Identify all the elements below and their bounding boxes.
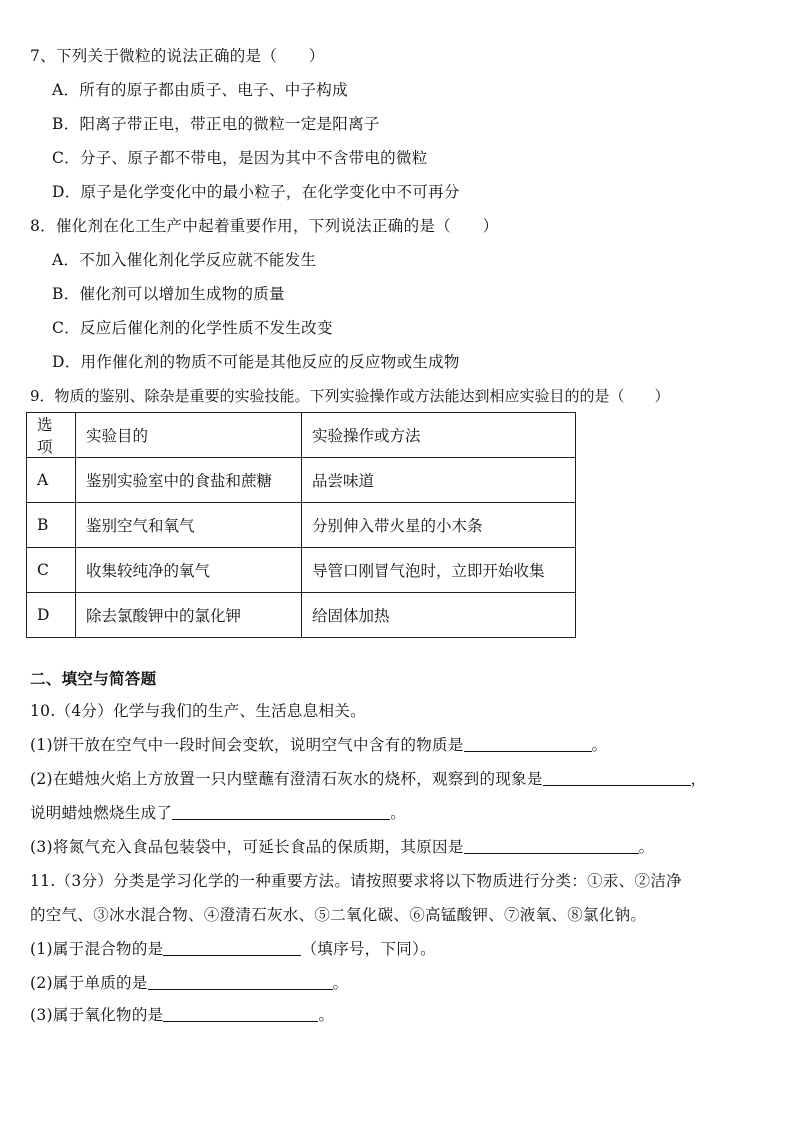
question-11-stem-line-1: 11.（3分）分类是学习化学的一种重要方法。请按照要求将以下物质进行分类：①汞、②洁净 xyxy=(30,872,682,890)
punctuation: 。 xyxy=(638,838,655,856)
question-10-part-2-text: (2)在蜡烛火焰上方放置一只内壁蘸有澄清石灰水的烧杯，观察到的现象是 xyxy=(30,770,543,788)
table-cell-option: C xyxy=(27,548,76,593)
question-11-part-3-text: (3)属于氧化物的是 xyxy=(30,1006,164,1024)
table-cell-method: 品尝味道 xyxy=(302,458,576,503)
question-8-stem: 8．催化剂在化工生产中起着重要作用，下列说法正确的是（ ） xyxy=(30,217,499,235)
question-8-option-d: D．用作催化剂的物质不可能是其他反应的反应物或生成物 xyxy=(52,353,460,371)
question-8-option-c: C．反应后催化剂的化学性质不发生改变 xyxy=(52,319,333,337)
table-row xyxy=(27,593,576,638)
question-8-option-a: A．不加入催化剂化学反应就不能发生 xyxy=(52,251,317,269)
table-cell-option: A xyxy=(27,458,76,503)
question-10-part-2 xyxy=(30,767,706,789)
section-2-title: 二、填空与简答题 xyxy=(30,669,157,688)
question-7-option-d: D．原子是化学变化中的最小粒子，在化学变化中不可再分 xyxy=(52,183,460,201)
table-row xyxy=(27,458,576,503)
question-11-part-1 xyxy=(30,937,436,959)
question-7-option-a: A．所有的原子都由质子、电子、中子构成 xyxy=(52,81,348,99)
question-11-part-3 xyxy=(30,1003,334,1025)
punctuation: 。 xyxy=(591,736,608,754)
question-10-part-3 xyxy=(30,835,654,857)
table-cell-method: 分别伸入带火星的小木条 xyxy=(302,503,576,548)
table-cell-option: B xyxy=(27,503,76,548)
table-cell-method: 给固体加热 xyxy=(302,593,576,638)
question-11-part-2 xyxy=(30,971,348,993)
answer-blank[interactable] xyxy=(543,769,691,786)
punctuation: 。 xyxy=(318,1006,335,1024)
table-cell-purpose: 收集较纯净的氧气 xyxy=(76,548,302,593)
question-11-stem-line-2: 的空气、③冰水混合物、④澄清石灰水、⑤二氧化碳、⑥高锰酸钾、⑦液氧、⑧氯化钠。 xyxy=(30,906,647,924)
table-row xyxy=(27,503,576,548)
table-cell-purpose: 鉴别实验室中的食盐和蔗糖 xyxy=(76,458,302,503)
table-header-cell: 选项 xyxy=(27,413,76,458)
question-7-option-c: C．分子、原子都不带电，是因为其中不含带电的微粒 xyxy=(52,149,428,167)
question-10-stem: 10.（4分）化学与我们的生产、生活息息相关。 xyxy=(30,702,366,720)
question-8-option-b: B．催化剂可以增加生成物的质量 xyxy=(52,285,285,303)
table-header-cell: 实验操作或方法 xyxy=(302,413,576,458)
question-10-part-1 xyxy=(30,733,607,755)
punctuation: 。 xyxy=(390,804,407,822)
experiment-table xyxy=(26,412,576,638)
table-header-row xyxy=(27,413,576,458)
question-11-part-1-text: (1)属于混合物的是 xyxy=(30,940,164,958)
question-7-option-b: B．阳离子带正电，带正电的微粒一定是阳离子 xyxy=(52,115,380,133)
question-9-stem: 9．物质的鉴别、除杂是重要的实验技能。下列实验操作或方法能达到相应实验目的的是（ ） xyxy=(30,387,670,405)
answer-blank[interactable] xyxy=(464,837,639,854)
answer-blank[interactable] xyxy=(464,735,592,752)
table-cell-purpose: 除去氯酸钾中的氯化钾 xyxy=(76,593,302,638)
table-cell-purpose: 鉴别空气和氧气 xyxy=(76,503,302,548)
question-11-part-2-text: (2)属于单质的是 xyxy=(30,974,148,992)
punctuation: ， xyxy=(690,770,707,788)
question-7-stem: 7、下列关于微粒的说法正确的是（ ） xyxy=(30,47,325,65)
table-row xyxy=(27,548,576,593)
table-header-cell: 实验目的 xyxy=(76,413,302,458)
question-10-part-2b-text: 说明蜡烛燃烧生成了 xyxy=(30,804,173,822)
question-10-part-1-text: (1)饼干放在空气中一段时间会变软，说明空气中含有的物质是 xyxy=(30,736,464,754)
answer-blank[interactable] xyxy=(163,939,301,956)
answer-blank[interactable] xyxy=(172,803,390,820)
answer-blank[interactable] xyxy=(163,1005,318,1022)
question-10-part-2b xyxy=(30,801,406,823)
question-10-part-3-text: (3)将氮气充入食品包装袋中，可延长食品的保质期，其原因是 xyxy=(30,838,464,856)
punctuation: 。 xyxy=(332,974,349,992)
table-cell-method: 导管口刚冒气泡时，立即开始收集 xyxy=(302,548,576,593)
punctuation: （填序号，下同）。 xyxy=(301,940,436,958)
table-cell-option: D xyxy=(27,593,76,638)
answer-blank[interactable] xyxy=(148,973,333,990)
